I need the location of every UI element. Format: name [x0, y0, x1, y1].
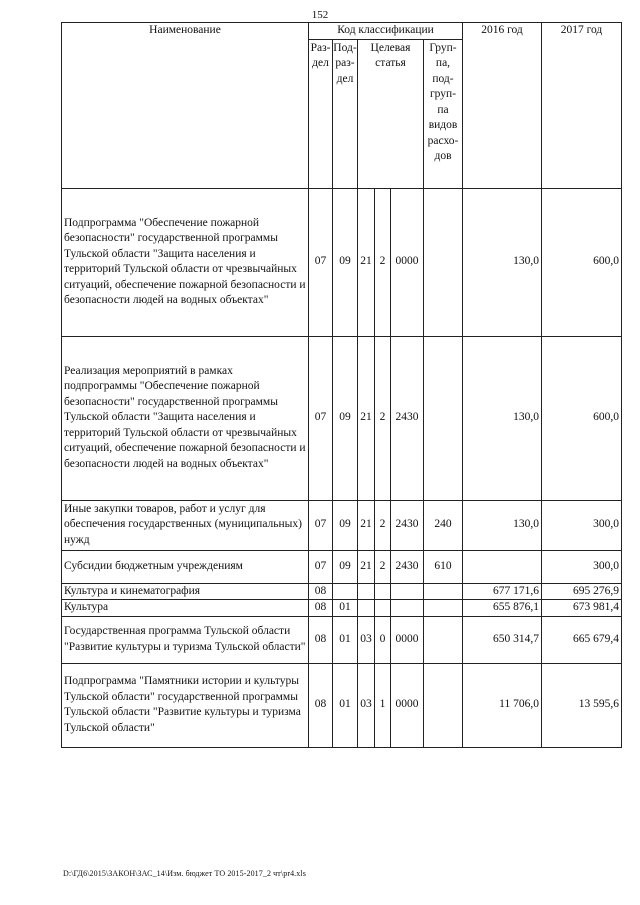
row-name: Культура и кинематография — [62, 583, 309, 600]
header-gruppa: Груп- па, под- груп- па видов расхо- дов — [424, 39, 463, 188]
row-2016: 677 171,6 — [463, 583, 542, 600]
row-2017: 300,0 — [542, 500, 622, 550]
table-row — [62, 600, 622, 617]
row-2017: 673 981,4 — [542, 600, 622, 617]
budget-table — [61, 22, 622, 748]
table-row — [62, 663, 622, 747]
row-name: Подпрограмма "Обеспечение пожарной безопасности" государственной программы Тульской области "Защита населения и территорий Тульской области от чрезвычайных ситуаций, обеспечение пожарной безопасности и безопасности людей на водных объектах" — [62, 188, 309, 336]
header-2017: 2017 год — [542, 23, 622, 189]
row-cs1: 03 — [358, 616, 375, 663]
row-name: Субсидии бюджетным учреждениям — [62, 550, 309, 583]
page-number: 152 — [311, 9, 329, 21]
row-2017: 600,0 — [542, 188, 622, 336]
row-cs2 — [375, 600, 391, 617]
row-cs2: 1 — [375, 663, 391, 747]
row-rz: 08 — [309, 583, 333, 600]
row-cs1: 21 — [358, 500, 375, 550]
table-row — [62, 188, 622, 336]
row-cs2: 2 — [375, 188, 391, 336]
row-pr — [333, 583, 358, 600]
file-path-footer: D:\ГД6\2015\ЗАКОН\ЗАС_14\Изм. бюджет ТО 2015-2017_2 чт\pr4.xls — [63, 869, 306, 878]
row-cs3: 2430 — [391, 550, 424, 583]
row-cs1 — [358, 600, 375, 617]
header-tselevaya: Целевая статья — [358, 39, 424, 188]
row-2016: 130,0 — [463, 336, 542, 500]
table-row — [62, 550, 622, 583]
row-rz: 07 — [309, 500, 333, 550]
row-cs3 — [391, 583, 424, 600]
row-vr — [424, 663, 463, 747]
row-2017: 665 679,4 — [542, 616, 622, 663]
row-name: Культура — [62, 600, 309, 617]
row-2016 — [463, 550, 542, 583]
row-cs3 — [391, 600, 424, 617]
row-cs2: 2 — [375, 500, 391, 550]
row-pr: 01 — [333, 663, 358, 747]
row-pr: 09 — [333, 336, 358, 500]
row-cs3: 0000 — [391, 616, 424, 663]
row-2017: 13 595,6 — [542, 663, 622, 747]
row-pr: 09 — [333, 188, 358, 336]
row-2016: 655 876,1 — [463, 600, 542, 617]
row-vr: 610 — [424, 550, 463, 583]
row-rz: 07 — [309, 336, 333, 500]
row-cs1: 21 — [358, 550, 375, 583]
row-vr: 240 — [424, 500, 463, 550]
row-pr: 09 — [333, 500, 358, 550]
header-row-1 — [62, 23, 622, 40]
row-vr — [424, 600, 463, 617]
row-2016: 130,0 — [463, 500, 542, 550]
row-2017: 695 276,9 — [542, 583, 622, 600]
row-2016: 650 314,7 — [463, 616, 542, 663]
header-podrazdel: Под- раз- дел — [333, 39, 358, 188]
row-vr — [424, 188, 463, 336]
row-vr — [424, 616, 463, 663]
row-cs2: 2 — [375, 550, 391, 583]
header-classification: Код классификации — [309, 23, 463, 40]
row-rz: 08 — [309, 663, 333, 747]
table-row — [62, 500, 622, 550]
row-pr: 09 — [333, 550, 358, 583]
row-rz: 07 — [309, 188, 333, 336]
header-name: Наименование — [62, 23, 309, 189]
row-rz: 08 — [309, 600, 333, 617]
row-vr — [424, 583, 463, 600]
row-pr: 01 — [333, 600, 358, 617]
row-cs2: 2 — [375, 336, 391, 500]
row-cs3: 2430 — [391, 500, 424, 550]
row-2016: 11 706,0 — [463, 663, 542, 747]
row-rz: 07 — [309, 550, 333, 583]
row-cs2 — [375, 583, 391, 600]
row-pr: 01 — [333, 616, 358, 663]
row-cs1: 03 — [358, 663, 375, 747]
row-cs3: 0000 — [391, 188, 424, 336]
row-name: Реализация мероприятий в рамках подпрограммы "Обеспечение пожарной безопасности" государственной программы Тульской области "Защита населения и территорий Тульской области от чрезвычайных ситуаций, обеспечение пожарной безопасности и безопасности людей на водных объектах" — [62, 336, 309, 500]
header-2016: 2016 год — [463, 23, 542, 189]
row-2017: 600,0 — [542, 336, 622, 500]
row-cs1: 21 — [358, 336, 375, 500]
row-rz: 08 — [309, 616, 333, 663]
row-name: Государственная программа Тульской области "Развитие культуры и туризма Тульской области" — [62, 616, 309, 663]
row-2016: 130,0 — [463, 188, 542, 336]
header-razdel: Раз- дел — [309, 39, 333, 188]
row-name: Подпрограмма "Памятники истории и культуры Тульской области" государственной программы Тульской области "Развитие культуры и туризма Тульской области" — [62, 663, 309, 747]
row-name: Иные закупки товаров, работ и услуг для обеспечения государственных (муниципальных) нужд — [62, 500, 309, 550]
row-cs3: 2430 — [391, 336, 424, 500]
row-cs2: 0 — [375, 616, 391, 663]
table-row — [62, 336, 622, 500]
row-2017: 300,0 — [542, 550, 622, 583]
row-cs3: 0000 — [391, 663, 424, 747]
table-row — [62, 583, 622, 600]
row-cs1: 21 — [358, 188, 375, 336]
row-vr — [424, 336, 463, 500]
table-row — [62, 616, 622, 663]
row-cs1 — [358, 583, 375, 600]
